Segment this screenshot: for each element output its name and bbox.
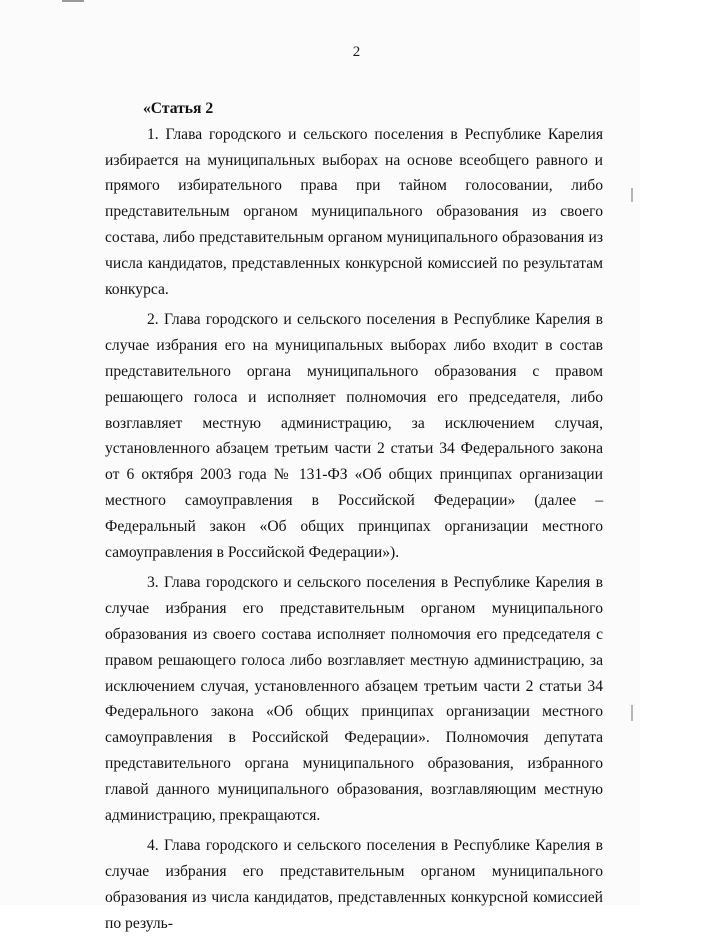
paragraph-1: 1. Глава городского и сельского поселения в Республике Карелия избирается на муниципальных выборах на основе всеобщего равного и прямого избирательного права при тайном голосовании, либо представительным органом муниципального образования из своего состава, либо представительным органом муниципального образования из числа кандидатов, представленных конкурсной комиссией по результатам конкурса. bbox=[105, 125, 603, 298]
document-body bbox=[105, 96, 603, 937]
scan-artifact-top bbox=[62, 0, 84, 2]
paragraph-2: 2. Глава городского и сельского поселения в Республике Карелия в случае избрания его на муниципальных выборах либо входит в состав представительного органа муниципального образования с правом решающего голоса и исполняет полномочия его председателя, либо возглавляет местную администрацию, за исключением случая, установленного абзацем третьим части 2 статьи 34 Федерального закона от 6 октября 2003 года № 131-ФЗ «Об общих принципах организации местного самоуправления в Российской Федерации» (далее – Федеральный закон «Об общих принципах организации местного самоуправления в Российской Федерации»). bbox=[105, 311, 603, 561]
scan-artifact-edge bbox=[631, 705, 633, 721]
paragraph-4: 4. Глава городского и сельского поселения в Республике Карелия в случае избрания его представительным органом муниципального образования из числа кандидатов, представленных конкурсной комиссией по резуль- bbox=[105, 837, 603, 932]
article-heading: «Статья 2 bbox=[143, 100, 214, 117]
scan-artifact-edge bbox=[631, 188, 633, 202]
page-number: 2 bbox=[352, 44, 361, 60]
paragraph-3: 3. Глава городского и сельского поселения в Республике Карелия в случае избрания его представительным органом муниципального образования из своего состава исполняет полномочия его председателя с правом решающего голоса либо возглавляет местную администрацию, за исключением случая, установленного абзацем третьим части 2 статьи 34 Федерального закона «Об общих принципах организации местного самоуправления в Российской Федерации». Полномочия депутата представительного органа муниципального образования, избранного главой данного муниципального образования, возглавляющим местную администрацию, прекращаются. bbox=[105, 574, 603, 824]
